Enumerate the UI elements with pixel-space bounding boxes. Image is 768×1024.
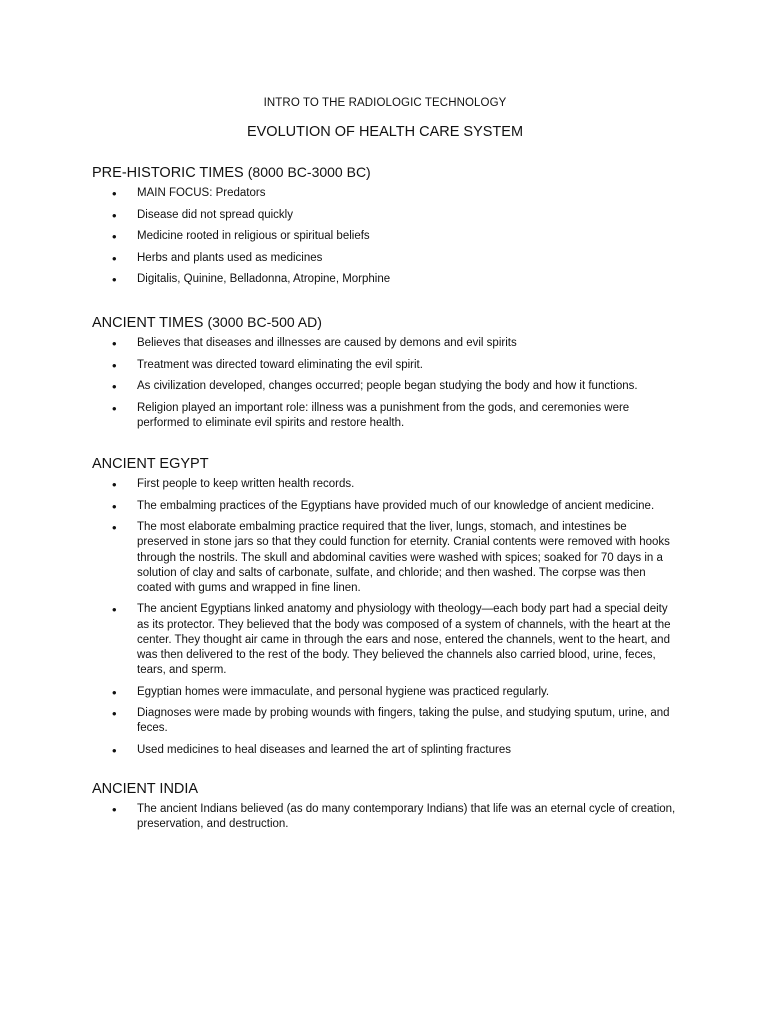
list-item: • Religion played an important role: illness was a punishment from the gods, and ceremonies were performed to eliminate evil spirits and restore health. bbox=[92, 401, 678, 431]
section-heading-text: ANCIENT EGYPT bbox=[92, 456, 209, 473]
section-ancient-times bbox=[92, 313, 678, 431]
section-heading bbox=[92, 780, 678, 798]
section-heading-text: ANCIENT TIMES bbox=[92, 315, 208, 332]
list-item: • Treatment was directed toward eliminating the evil spirit. bbox=[92, 358, 678, 373]
list-item: • The ancient Indians believed (as do many contemporary Indians) that life was an eternal cycle of creation, preservation, and destruction. bbox=[92, 802, 678, 832]
section-heading-dates: (3000 BC-500 AD) bbox=[207, 314, 322, 331]
bullet-list bbox=[92, 802, 678, 832]
list-item: • The most elaborate embalming practice required that the liver, lungs, stomach, and intestines be preserved in stone jars so that they could function for eternity. Cranial contents were removed with hooks through the nostrils. The skull and abdominal cavities were washed with spices; soaked for 70 days in a solution of clay and salts of carbonate, sulfate, and chloride; and then washed. The corpse was then coated with gums and wrapped in fine linen. bbox=[92, 520, 678, 596]
list-item: • The embalming practices of the Egyptians have provided much of our knowledge of ancient medicine. bbox=[92, 499, 678, 514]
section-ancient-india bbox=[92, 780, 678, 832]
list-item: • Herbs and plants used as medicines bbox=[92, 251, 678, 266]
section-heading-text: ANCIENT INDIA bbox=[92, 781, 199, 798]
list-item: • MAIN FOCUS: Predators bbox=[92, 186, 678, 201]
list-item: • Diagnoses were made by probing wounds with fingers, taking the pulse, and studying sputum, urine, and feces. bbox=[92, 706, 678, 736]
section-heading bbox=[92, 163, 678, 182]
section-heading-dates: (8000 BC-3000 BC) bbox=[247, 164, 371, 180]
bullet-list bbox=[92, 186, 678, 287]
list-item: • Digitalis, Quinine, Belladonna, Atropine, Morphine bbox=[92, 272, 678, 287]
list-item: • Egyptian homes were immaculate, and personal hygiene was practiced regularly. bbox=[92, 685, 678, 700]
list-item: • As civilization developed, changes occurred; people began studying the body and how it functions. bbox=[92, 379, 678, 394]
section-heading bbox=[92, 455, 678, 473]
bullet-list bbox=[92, 477, 678, 758]
document-title: INTRO TO THE RADIOLOGIC TECHNOLOGY bbox=[263, 97, 507, 109]
section-heading-text: PRE-HISTORIC TIMES bbox=[92, 165, 248, 181]
list-item: • The ancient Egyptians linked anatomy and physiology with theology—each body part had a special deity as its protector. They believed that the body was composed of a system of channels, with the heart at the center. They thought air came in through the ears and nose, entered the channels, went to the heart, and was then delivered to the rest of the body. They believed the channels also carried blood, urine, feces, tears, and sperm. bbox=[92, 602, 678, 678]
list-item: • Used medicines to heal diseases and learned the art of splinting fractures bbox=[92, 743, 678, 758]
list-item: • Medicine rooted in religious or spiritual beliefs bbox=[92, 229, 678, 244]
section-heading bbox=[92, 313, 678, 332]
document-subtitle: EVOLUTION OF HEALTH CARE SYSTEM bbox=[246, 124, 524, 140]
section-prehistoric-times bbox=[92, 163, 678, 287]
list-item: • First people to keep written health records. bbox=[92, 477, 678, 492]
bullet-list bbox=[92, 336, 678, 431]
list-item: • Disease did not spread quickly bbox=[92, 208, 678, 223]
list-item: • Believes that diseases and illnesses are caused by demons and evil spirits bbox=[92, 336, 678, 351]
section-ancient-egypt bbox=[92, 455, 678, 758]
